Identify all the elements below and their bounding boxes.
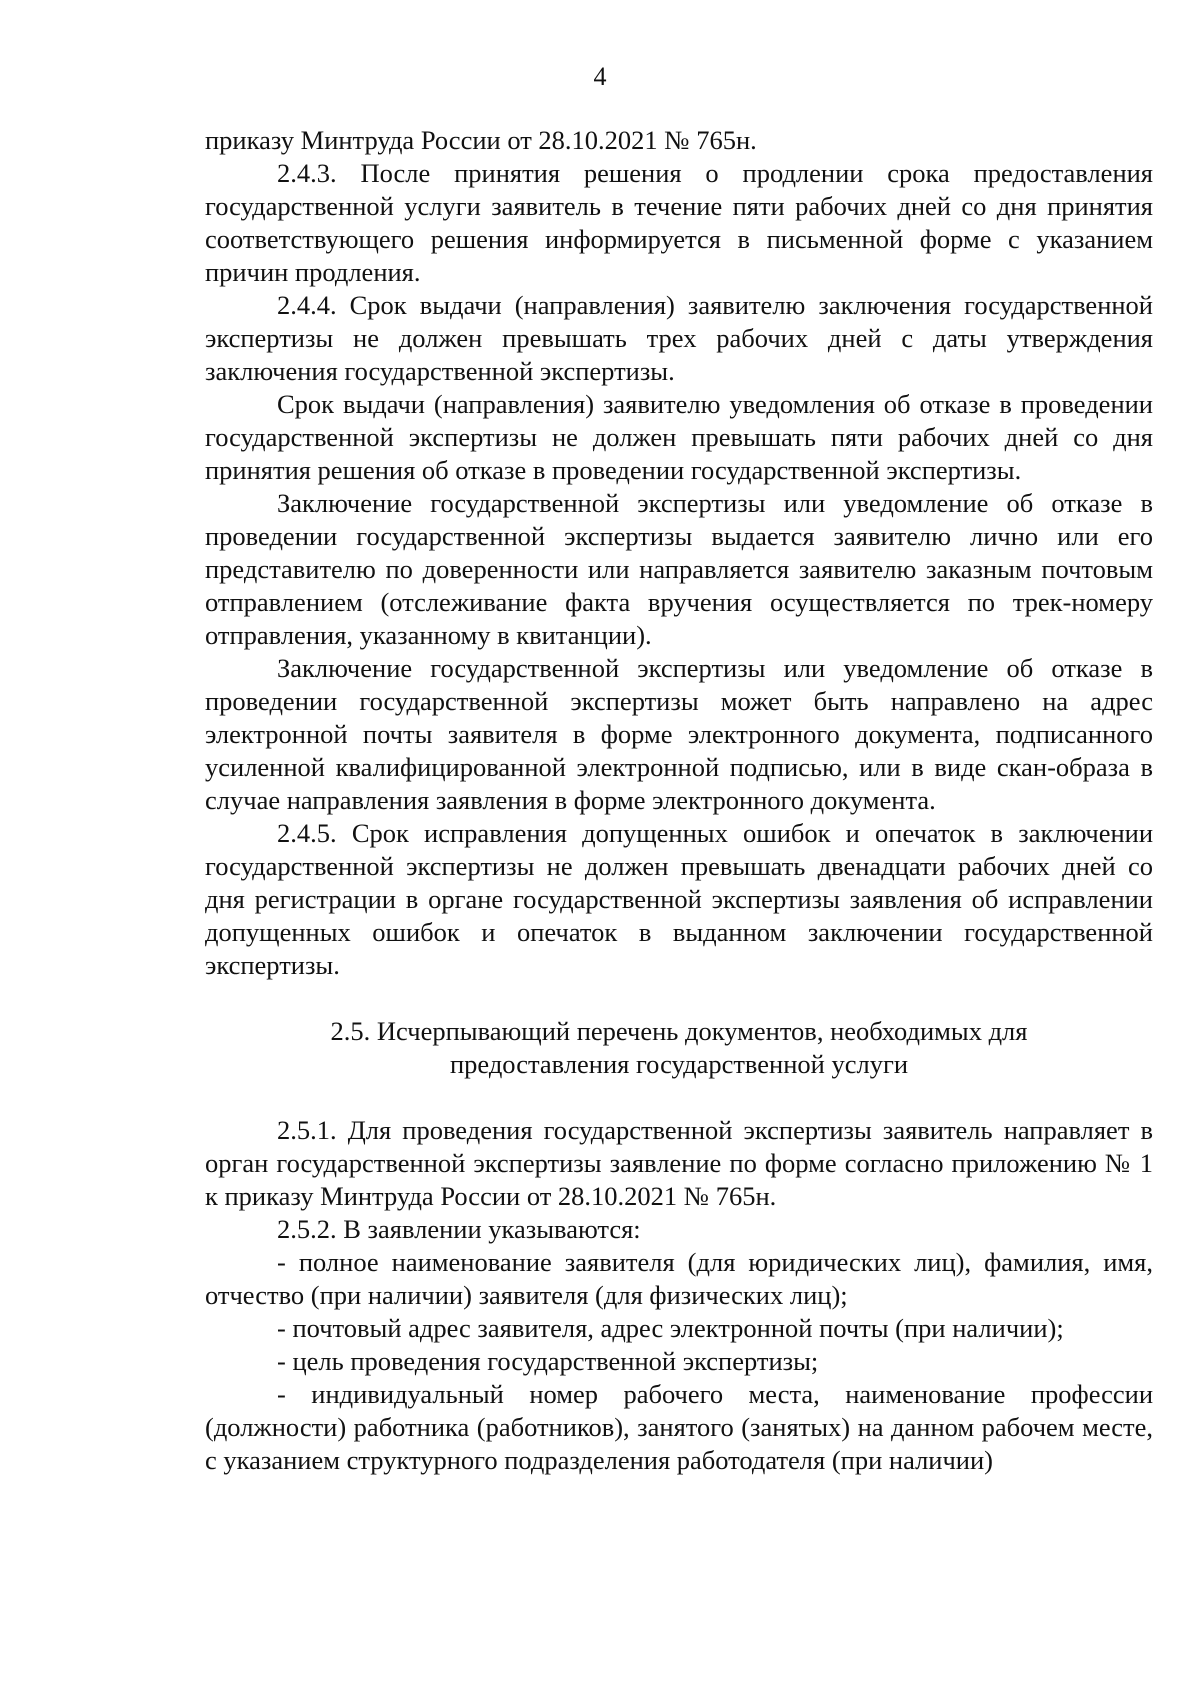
list-item: - полное наименование заявителя (для юридических лиц), фамилия, имя, отчество (при наличии) заявителя (для физических лиц); xyxy=(205,1247,1153,1310)
page-number: 4 xyxy=(593,62,607,91)
paragraph-2-4-3: 2.4.3. После принятия решения о продлении срока предоставления государственной услуги заявитель в течение пяти рабочих дней со дня принятия соответствующего решения информируется в письменной форме с указанием причин продления. xyxy=(205,158,1153,287)
paragraph-2-5-2: 2.5.2. В заявлении указываются: xyxy=(277,1214,641,1244)
paragraph-2-4-4: 2.4.4. Срок выдачи (направления) заявителю заключения государственной экспертизы не должен превышать трех рабочих дней с даты утверждения заключения государственной экспертизы. xyxy=(205,290,1153,386)
section-heading-line: предоставления государственной услуги xyxy=(449,1049,909,1079)
document-body xyxy=(205,124,1153,1477)
paragraph-2-5-1: 2.5.1. Для проведения государственной экспертизы заявитель направляет в орган государственной экспертизы заявление по форме согласно приложению № 1 к приказу Минтруда России от 28.10.2021 № 765н. xyxy=(205,1115,1153,1211)
paragraph-refusal-notice-term: Срок выдачи (направления) заявителю уведомления об отказе в проведении государственной экспертизы не должен превышать пяти рабочих дней со дня принятия решения об отказе в проведении государственной экспертизы. xyxy=(205,389,1153,485)
list-item: - почтовый адрес заявителя, адрес электронной почты (при наличии); xyxy=(277,1313,1064,1343)
paragraph-electronic-delivery: Заключение государственной экспертизы или уведомление об отказе в проведении государственной экспертизы может быть направлено на адрес электронной почты заявителя в форме электронного документа, подписанного усиленной квалифицированной электронной подписью, или в виде скан-образа в случае направления заявления в форме электронного документа. xyxy=(205,653,1153,815)
paragraph-delivery-method: Заключение государственной экспертизы или уведомление об отказе в проведении государственной экспертизы выдается заявителю лично или его представителю по доверенности или направляется заявителю заказным почтовым отправлением (отслеживание факта вручения осуществляется по трек-номеру отправления, указанному в квитанции). xyxy=(205,488,1153,650)
paragraph-2-4-5: 2.4.5. Срок исправления допущенных ошибок и опечаток в заключении государственной экспертизы не должен превышать двенадцати рабочих дней со дня регистрации в органе государственной экспертизы заявления об исправлении допущенных ошибок и опечаток в выданном заключении государственной экспертизы. xyxy=(205,818,1153,980)
section-heading-2-5 xyxy=(205,1015,1153,1081)
section-heading-line: 2.5. Исчерпывающий перечень документов, необходимых для xyxy=(330,1016,1028,1046)
list-item: - цель проведения государственной экспертизы; xyxy=(277,1346,819,1376)
paragraph-continuation: приказу Минтруда России от 28.10.2021 № 765н. xyxy=(205,125,757,155)
list-item: - индивидуальный номер рабочего места, наименование профессии (должности) работника (работников), занятого (занятых) на данном рабочем месте, с указанием структурного подразделения работодателя (при наличии) xyxy=(205,1379,1153,1475)
